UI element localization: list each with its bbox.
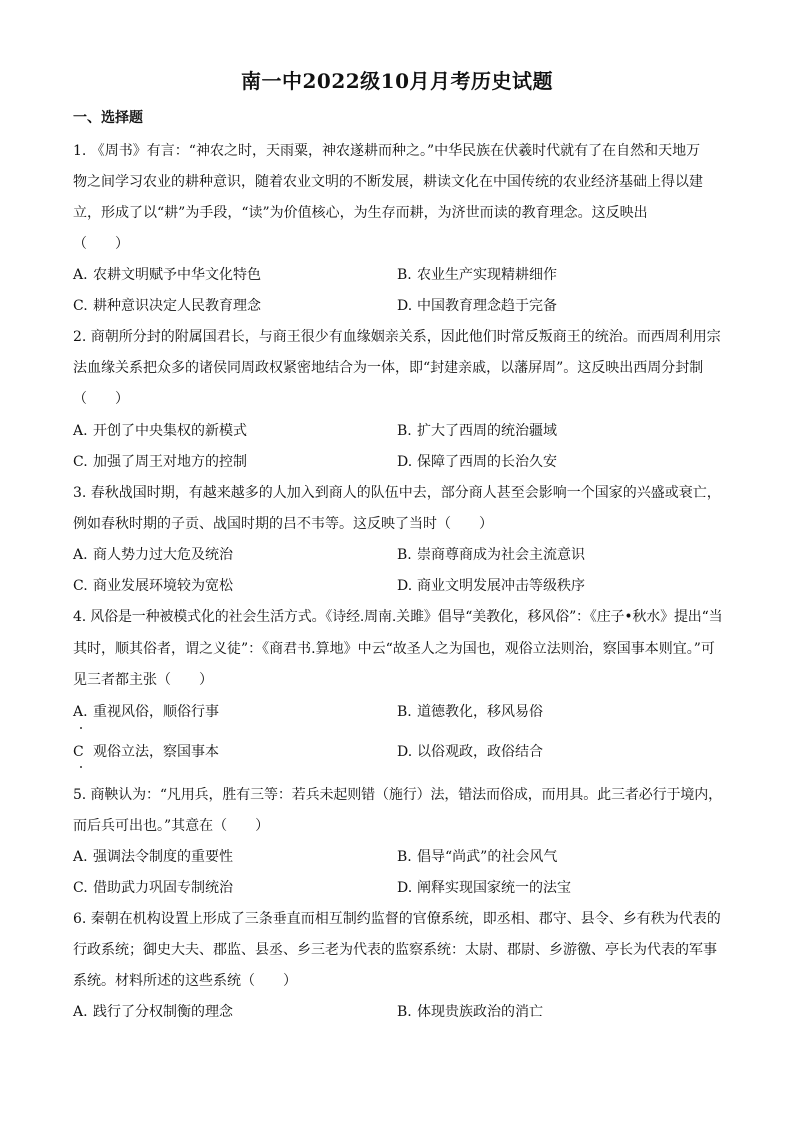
q4-line-1: 4. 风俗是一种被模式化的社会生活方式。《诗经.周南.关雎》倡导“美教化，移风俗”：《庄子•秋水》提出“当 <box>73 609 723 625</box>
q5-option-c: C. 借助武力巩固专制统治 <box>73 880 233 896</box>
q1-line-3: 立，形成了以“耕”为手段，“读”为价值核心，为生存而耕，为济世而读的教育理念。这反映出 <box>73 205 648 221</box>
q2-line-3: （ ） <box>73 391 129 407</box>
q4-option-b: B. 道德教化，移风易俗 <box>397 704 543 720</box>
q5-option-a: A. 强调法令制度的重要性 <box>73 849 233 865</box>
q5-option-b: B. 倡导“尚武”的社会风气 <box>397 849 558 865</box>
q6-line-1: 6. 秦朝在机构设置上形成了三条垂直而相互制约监督的官僚系统，即丞相、郡守、县令、乡有秩为代表的 <box>73 911 721 927</box>
q2-option-c: C. 加强了周王对地方的控制 <box>73 454 247 470</box>
q1-option-c: C. 耕种意识决定人民教育理念 <box>73 298 261 314</box>
q6-option-b: B. 体现贵族政治的消亡 <box>397 1004 543 1020</box>
stray-mark-2 <box>80 766 82 768</box>
q2-line-1: 2. 商朝所分封的附属国君长，与商王很少有血缘姻亲关系，因此他们时常反叛商王的统治。而西周利用宗 <box>73 329 721 345</box>
page-title: 南一中2022级10月月考历史试题 <box>241 69 553 93</box>
q1-line-4: （ ） <box>73 236 129 252</box>
q2-option-d: D. 保障了西周的长治久安 <box>397 454 557 470</box>
q4-line-3: 见三者都主张（ ） <box>73 672 213 688</box>
q5-line-1: 5. 商鞅认为：“凡用兵，胜有三等：若兵未起则错（施行）法，错法而俗成，而用具。此三者必行于境内， <box>73 787 722 803</box>
q1-line-2: 物之间学习农业的耕种意识，随着农业文明的不断发展，耕读文化在中国传统的农业经济基础上得以建 <box>73 174 703 190</box>
q6-line-2: 行政系统；御史大夫、郡监、县丞、乡三老为代表的监察系统：太尉、郡尉、乡游徼、亭长为代表的军事 <box>73 942 717 958</box>
q3-option-c: C. 商业发展环境较为宽松 <box>73 578 233 594</box>
q4-option-a: A. 重视风俗，顺俗行事 <box>73 704 219 720</box>
q3-option-b: B. 崇商尊商成为社会主流意识 <box>397 547 585 563</box>
q5-option-d: D. 阐释实现国家统一的法宝 <box>397 880 571 896</box>
q6-line-3: 系统。材料所述的这些系统（ ） <box>73 973 297 989</box>
q3-option-d: D. 商业文明发展冲击等级秩序 <box>397 578 585 594</box>
q1-option-d: D. 中国教育理念趋于完备 <box>397 298 557 314</box>
q6-option-a: A. 践行了分权制衡的理念 <box>73 1004 233 1020</box>
q1-option-a: A. 农耕文明赋予中华文化特色 <box>73 267 261 283</box>
q2-line-2: 法血缘关系把众多的诸侯同周政权紧密地结合为一体，即“封建亲戚，以藩屏周”。这反映出西周分封制 <box>73 360 704 376</box>
section-heading: 一、选择题 <box>73 110 143 126</box>
q4-line-2: 其时，顺其俗者，谓之义徒”：《商君书.算地》中云“故圣人之为国也，观俗立法则治，察国事本则宜。”可 <box>73 641 715 657</box>
q4-option-d: D. 以俗观政，政俗结合 <box>397 744 543 760</box>
q3-line-2: 例如春秋时期的子贡、战国时期的吕不韦等。这反映了当时（ ） <box>73 516 493 532</box>
q2-option-a: A. 开创了中央集权的新模式 <box>73 423 247 439</box>
stray-mark-1 <box>80 727 82 729</box>
q1-line-1: 1. 《周书》有言：“神农之时，天雨粟，神农遂耕而种之。”中华民族在伏羲时代就有了在自然和天地万 <box>73 143 701 159</box>
q1-option-b: B. 农业生产实现精耕细作 <box>397 267 557 283</box>
q2-option-b: B. 扩大了西周的统治疆域 <box>397 423 557 439</box>
q5-line-2: 而后兵可出也。”其意在（ ） <box>73 818 270 834</box>
q3-line-1: 3. 春秋战国时期，有越来越多的人加入到商人的队伍中去，部分商人甚至会影响一个国家的兴盛或衰亡， <box>73 485 721 501</box>
q4-option-c: C 观俗立法，察国事本 <box>73 744 219 760</box>
q3-option-a: A. 商人势力过大危及统治 <box>73 547 233 563</box>
